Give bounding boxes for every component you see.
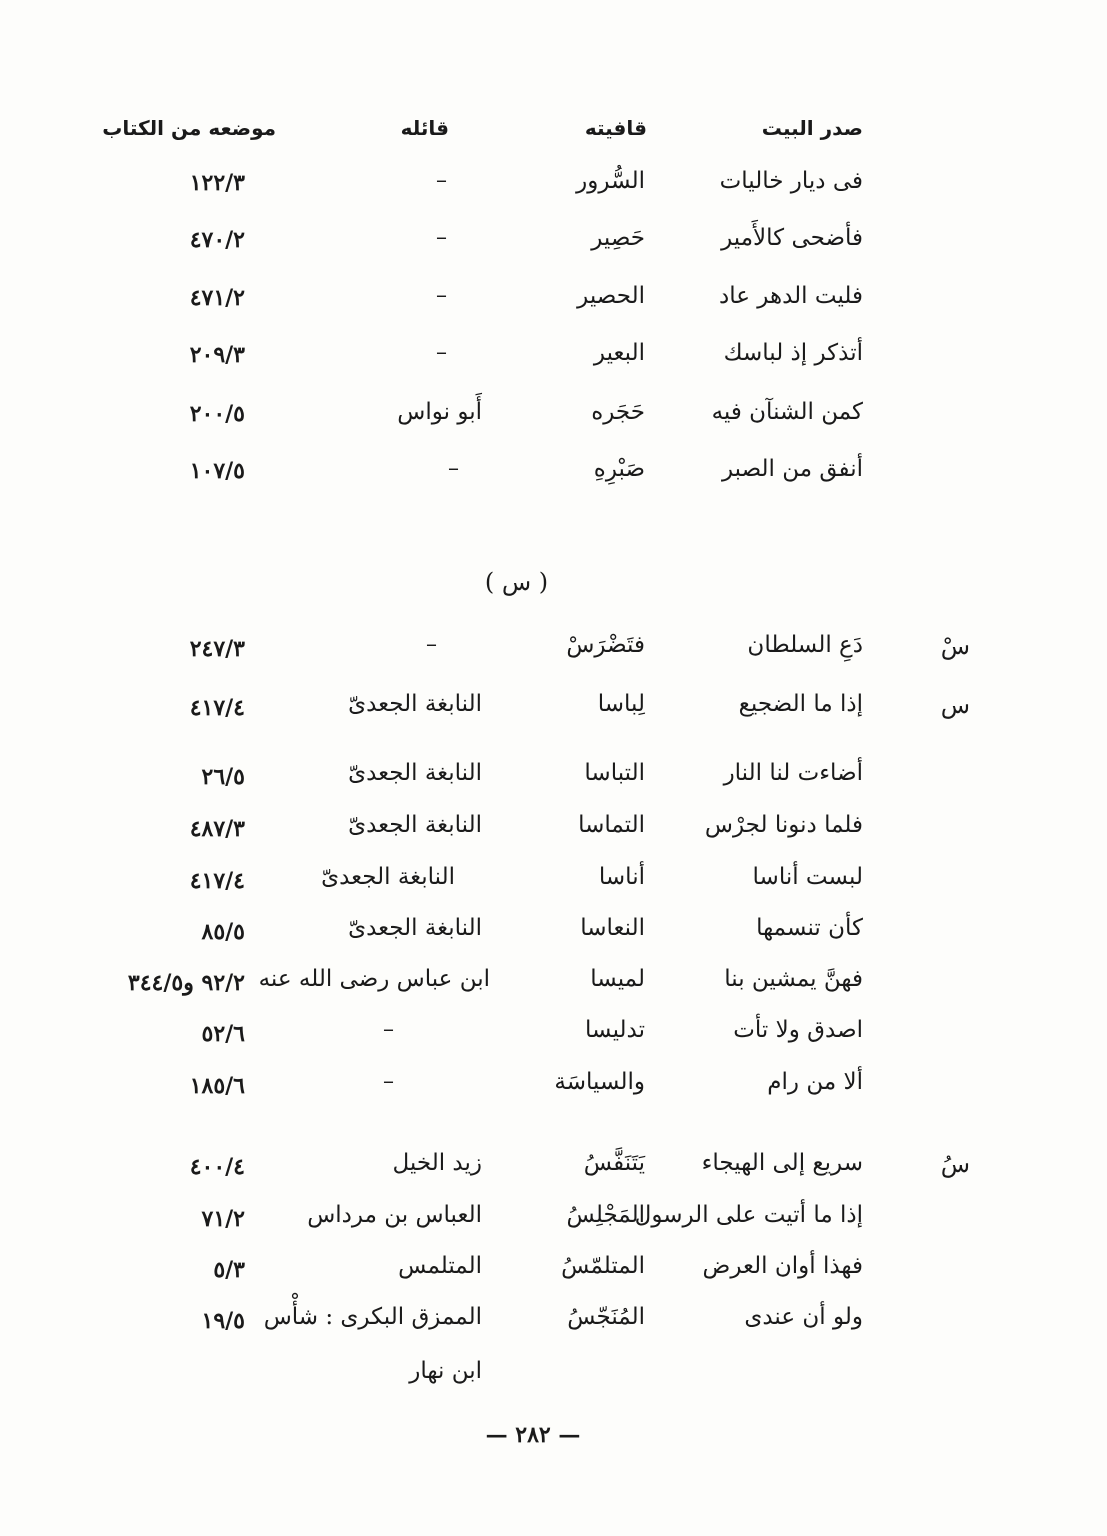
poet-name: الممزق البكرى : شأْس xyxy=(263,1304,482,1330)
verse-opening: ولو أن عندى xyxy=(744,1304,863,1330)
poet-name: العباس بن مرداس xyxy=(307,1202,482,1228)
rhyme-word: التباسا xyxy=(584,760,645,786)
verse-opening: فلما دنونا لجرْس xyxy=(704,812,863,838)
verse-opening: فى ديار خاليات xyxy=(719,168,863,194)
rhyme-word: يَتَنَفَّسُ xyxy=(583,1150,645,1176)
poet-name: – xyxy=(383,1069,394,1094)
rhyme-word: حَجَره xyxy=(591,399,645,425)
rhyme-word: صَبْرِهِ xyxy=(593,456,645,482)
header-poet: قائله xyxy=(400,116,449,140)
rhyme-letter: سْ xyxy=(940,632,970,660)
book-location: ٢٠٩/٣ xyxy=(189,342,245,368)
poet-name: النابغة الجعدىّ xyxy=(321,864,455,890)
section-title: ( س ) xyxy=(484,568,549,596)
poet-name-continuation: ابن نهار xyxy=(409,1358,482,1384)
verse-opening: ألا من رام xyxy=(767,1069,863,1095)
verse-opening: فهذا أوان العرض xyxy=(702,1253,863,1279)
verse-opening: فليت الدهر عاد xyxy=(718,283,863,309)
book-location: ٤٧١/٢ xyxy=(189,285,245,311)
rhyme-word: لِباسا xyxy=(597,691,645,717)
poet-name: – xyxy=(436,168,447,193)
verse-opening: أنفق من الصبر xyxy=(721,456,863,482)
book-location: ٥/٣ xyxy=(213,1257,245,1283)
verse-opening: أضاءت لنا النار xyxy=(723,760,863,786)
rhyme-word: فتَضْرَسْ xyxy=(566,632,645,658)
rhyme-word: النعاسا xyxy=(580,915,645,941)
poet-name: – xyxy=(436,283,447,308)
book-location: ٤١٧/٤ xyxy=(189,695,245,721)
verse-opening: اصدق ولا تأت xyxy=(733,1017,863,1043)
poet-name: النابغة الجعدىّ xyxy=(348,691,482,717)
verse-opening: كأن تنسمها xyxy=(756,915,863,941)
book-location: ٥٢/٦ xyxy=(201,1021,245,1047)
book-location: ١٩/٥ xyxy=(201,1308,245,1334)
book-location: ٩٢/٢ و٣٤٤/٥ xyxy=(127,970,245,996)
book-location: ٢٤٧/٣ xyxy=(189,636,245,662)
header-rhyme: قافيته xyxy=(584,116,647,140)
poet-name: النابغة الجعدىّ xyxy=(348,760,482,786)
rhyme-letter: س xyxy=(940,691,970,719)
book-location: ٤١٧/٤ xyxy=(189,868,245,894)
rhyme-letter: سُ xyxy=(940,1150,970,1178)
verse-opening: كمن الشنآن فيه xyxy=(711,399,863,425)
rhyme-word: والسياسَة xyxy=(554,1069,645,1095)
poet-name: – xyxy=(383,1017,394,1042)
rhyme-word: لميسا xyxy=(590,966,645,992)
book-location: ٤٧٠/٢ xyxy=(189,227,245,253)
book-location: ٢٦/٥ xyxy=(201,764,245,790)
rhyme-word: البعير xyxy=(593,340,645,366)
verse-opening: أتذكر إذ لباسك xyxy=(723,340,863,366)
book-location: ١٨٥/٦ xyxy=(189,1073,245,1099)
rhyme-word: السُّرور xyxy=(576,168,645,194)
verse-opening: إذا ما أتيت على الرسول xyxy=(634,1202,863,1228)
verse-opening: فهنَّ يمشين بنا xyxy=(724,966,863,992)
poet-name: النابغة الجعدىّ xyxy=(348,812,482,838)
poet-name: المتلمس xyxy=(398,1253,482,1279)
poet-name: – xyxy=(448,456,459,481)
header-verse: صدر البيت xyxy=(761,116,863,140)
verse-opening: إذا ما الضجيع xyxy=(738,691,863,717)
book-location: ٧١/٢ xyxy=(201,1206,245,1232)
rhyme-word: المتلمّسُ xyxy=(561,1253,645,1279)
book-location: ٢٠٠/٥ xyxy=(189,401,245,427)
rhyme-word: المَجْلِسُ xyxy=(566,1202,645,1228)
book-location: ٤٨٧/٣ xyxy=(189,816,245,842)
poet-name: ابن عباس رضى الله عنه xyxy=(258,966,490,992)
book-location: ١٠٧/٥ xyxy=(189,458,245,484)
rhyme-word: أناسا xyxy=(598,864,645,890)
poet-name: – xyxy=(426,632,437,657)
poet-name: – xyxy=(436,225,447,250)
rhyme-word: المُنَجّسُ xyxy=(567,1304,645,1330)
poet-name: أَبو نواس xyxy=(397,399,482,425)
rhyme-word: تدليسا xyxy=(585,1017,645,1043)
verse-opening: لبست أناسا xyxy=(752,864,863,890)
verse-opening: فأضحى كالأَمير xyxy=(721,225,863,251)
page-number: — ٢٨٢ — xyxy=(485,1422,581,1448)
rhyme-word: الحصير xyxy=(577,283,645,309)
poet-name: – xyxy=(436,340,447,365)
verse-opening: سريع إلى الهيجاء xyxy=(701,1150,863,1176)
verse-opening: دَعِ السلطان xyxy=(747,632,863,658)
poet-name: زيد الخيل xyxy=(392,1150,482,1176)
book-location: ١٢٢/٣ xyxy=(189,170,245,196)
rhyme-word: التماسا xyxy=(578,812,645,838)
book-location: ٨٥/٥ xyxy=(201,919,245,945)
book-location: ٤٠٠/٤ xyxy=(189,1154,245,1180)
poet-name: النابغة الجعدىّ xyxy=(348,915,482,941)
rhyme-word: حَصِير xyxy=(591,225,645,251)
header-location: موضعه من الكتاب xyxy=(102,116,276,140)
